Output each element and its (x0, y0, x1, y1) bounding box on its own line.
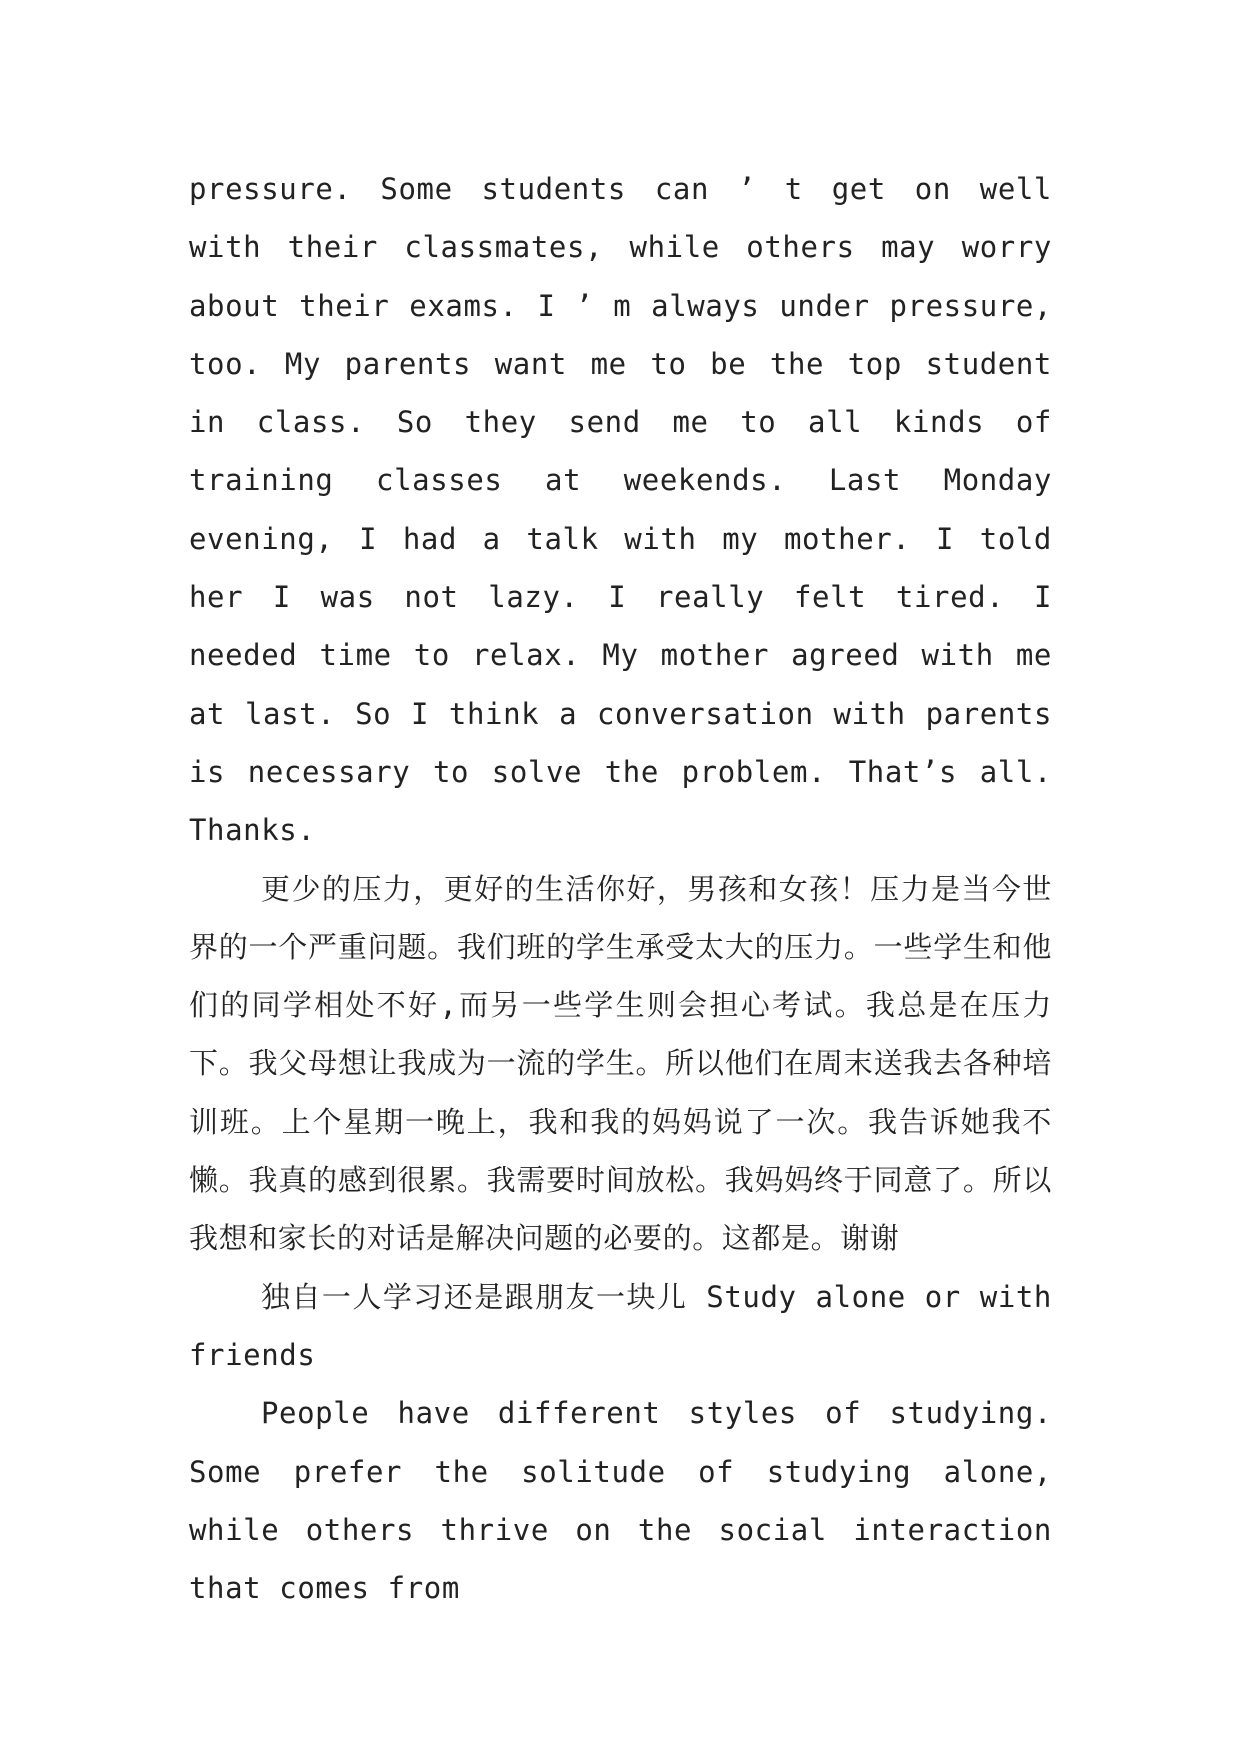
paragraph-chinese-translation: 更少的压力，更好的生活你好，男孩和女孩！压力是当今世界的一个严重问题。我们班的学生承受太大的压力。一些学生和他们的同学相处不好,而另一些学生则会担心考试。我总是在压力下。我父母想让我成为一流的学生。所以他们在周末送我去各种培训班。上个星期一晚上，我和我的妈妈说了一次。我告诉她我不懒。我真的感到很累。我需要时间放松。我妈妈终于同意了。所以我想和家长的对话是解决问题的必要的。这都是。谢谢 (189, 871, 1052, 1256)
document-body (189, 160, 1052, 1617)
paragraph-english-pressure: pressure. Some students can ’ t get on well with their classmates, while others may worry about their exams. I ’ m always under pressure, too. My parents want me to be the top student in class. So they send me to all kinds of training classes at weekends. Last Monday evening, I had a talk with my mother. I told her I was not lazy. I really felt tired. I needed time to relax. My mother agreed with me at last. So I think a conversation with parents is necessary to solve the problem. That’s all. Thanks. (189, 172, 1052, 848)
paragraph-english-study-styles: People have different styles of studying. Some prefer the solitude of studying alone, while others thrive on the social interaction that comes from (189, 1396, 1052, 1606)
section-heading-study-alone-or-with-friends: 独自一人学习还是跟朋友一块儿 Study alone or with friends (189, 1279, 1052, 1372)
